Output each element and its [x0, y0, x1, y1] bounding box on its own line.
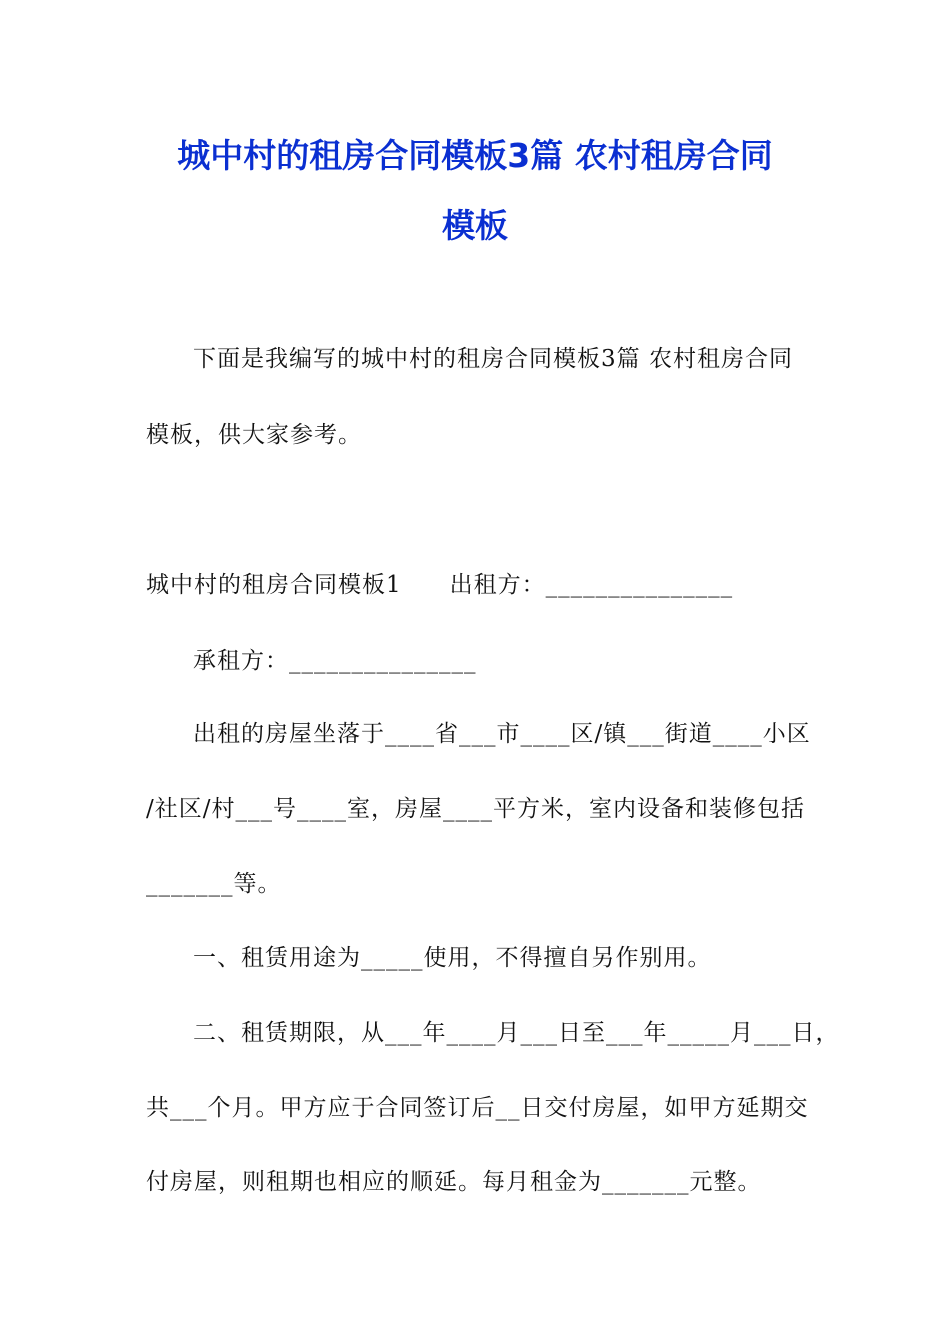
location-line-1: 出租的房屋坐落于____省___市____区/镇___街道____小区: [193, 721, 811, 747]
document-title-line-1: 城中村的租房合同模板3篇 农村租房合同: [177, 136, 773, 175]
clause-1-line: 一、租赁用途为_____使用，不得擅自另作别用。: [193, 945, 712, 971]
intro-line-2: 模板，供大家参考。: [146, 422, 362, 448]
location-line-3: _______等。: [146, 871, 282, 897]
intro-line-1: 下面是我编写的城中村的租房合同模板3篇 农村租房合同: [193, 346, 793, 372]
clause-2-line-1: 二、租赁期限，从___年____月___日至___年_____月___日，: [193, 1020, 840, 1046]
clause-2-line-3: 付房屋，则租期也相应的顺延。每月租金为_______元整。: [146, 1169, 762, 1195]
location-line-2: /社区/村___号____室，房屋____平方米，室内设备和装修包括: [146, 796, 805, 822]
template-1-heading-line: 城中村的租房合同模板1 出租方：_______________: [146, 572, 734, 598]
tenant-line: 承租方：_______________: [193, 648, 477, 674]
document-title-line-2: 模板: [442, 206, 508, 245]
clause-2-line-2: 共___个月。甲方应于合同签订后__日交付房屋，如甲方延期交: [146, 1095, 809, 1121]
